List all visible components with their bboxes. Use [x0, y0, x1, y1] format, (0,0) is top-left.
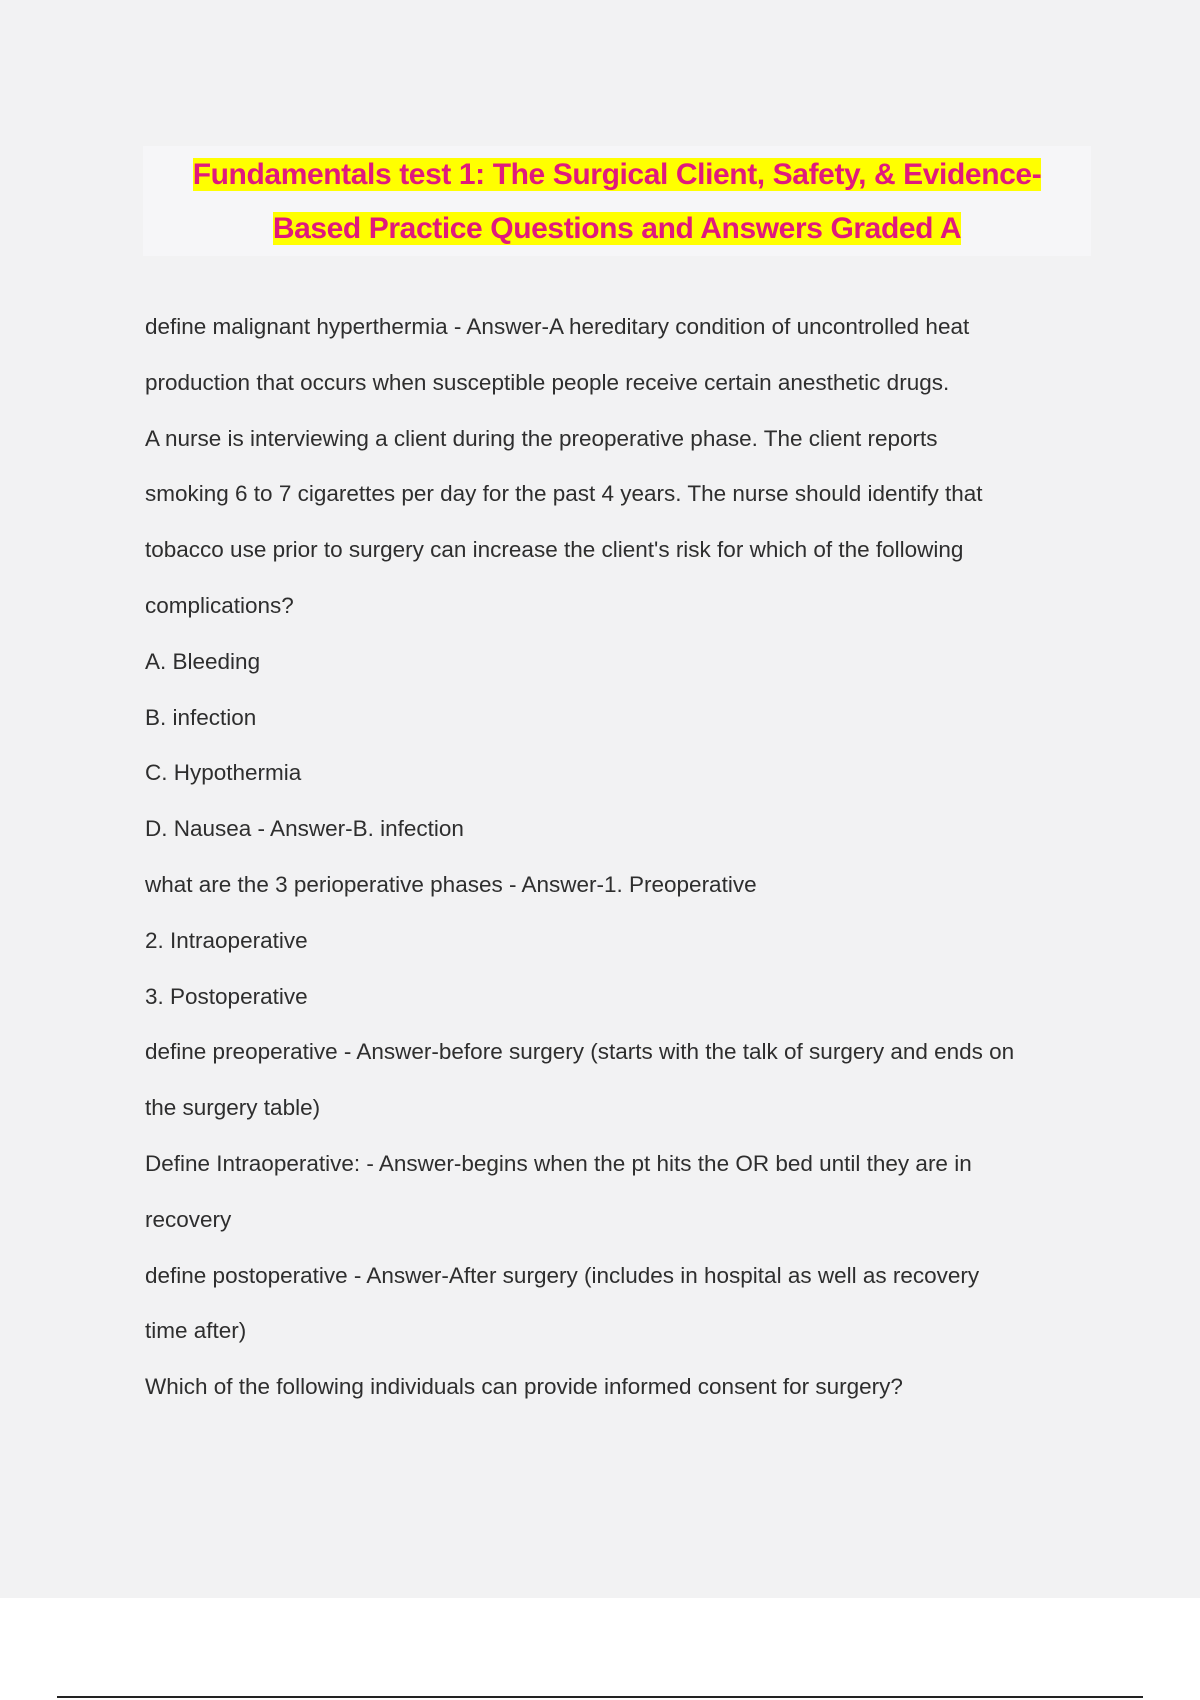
document-body [145, 299, 1105, 1415]
answer-option-d: D. Nausea - Answer-B. infection [145, 816, 464, 842]
footer-divider [57, 1696, 1143, 1698]
text-line: smoking 6 to 7 cigarettes per day for the past 4 years. The nurse should identify that [145, 481, 983, 507]
text-line: recovery [145, 1206, 232, 1232]
text-line: Which of the following individuals can provide informed consent for surgery? [145, 1374, 903, 1400]
document-title [143, 146, 1091, 256]
answer-option-c: C. Hypothermia [145, 760, 302, 786]
text-line: complications? [145, 592, 294, 618]
text-line: tobacco use prior to surgery can increase the client's risk for which of the following [145, 537, 964, 563]
text-line: define postoperative - Answer-After surgery (includes in hospital as well as recovery [145, 1262, 980, 1288]
text-line: time after) [145, 1318, 247, 1344]
text-line: the surgery table) [145, 1095, 321, 1121]
text-line: production that occurs when susceptible people receive certain anesthetic drugs. [145, 369, 950, 395]
title-line-2: Based Practice Questions and Answers Graded A [272, 212, 962, 245]
text-line: define malignant hyperthermia - Answer-A hereditary condition of uncontrolled heat [145, 314, 970, 339]
title-line-1: Fundamentals test 1: The Surgical Client, Safety, & Evidence- [192, 158, 1042, 191]
text-line: Define Intraoperative: - Answer-begins when the pt hits the OR bed until they are in [145, 1150, 972, 1176]
text-line: 3. Postoperative [145, 983, 308, 1009]
text-line: define preoperative - Answer-before surgery (starts with the talk of surgery and ends on [145, 1039, 1015, 1065]
text-line: A nurse is interviewing a client during the preoperative phase. The client reports [145, 425, 938, 451]
text-line: 2. Intraoperative [145, 927, 308, 953]
text-line: what are the 3 perioperative phases - Answer-1. Preoperative [145, 871, 757, 897]
answer-option-b: B. infection [145, 704, 257, 730]
answer-option-a: A. Bleeding [145, 648, 261, 674]
